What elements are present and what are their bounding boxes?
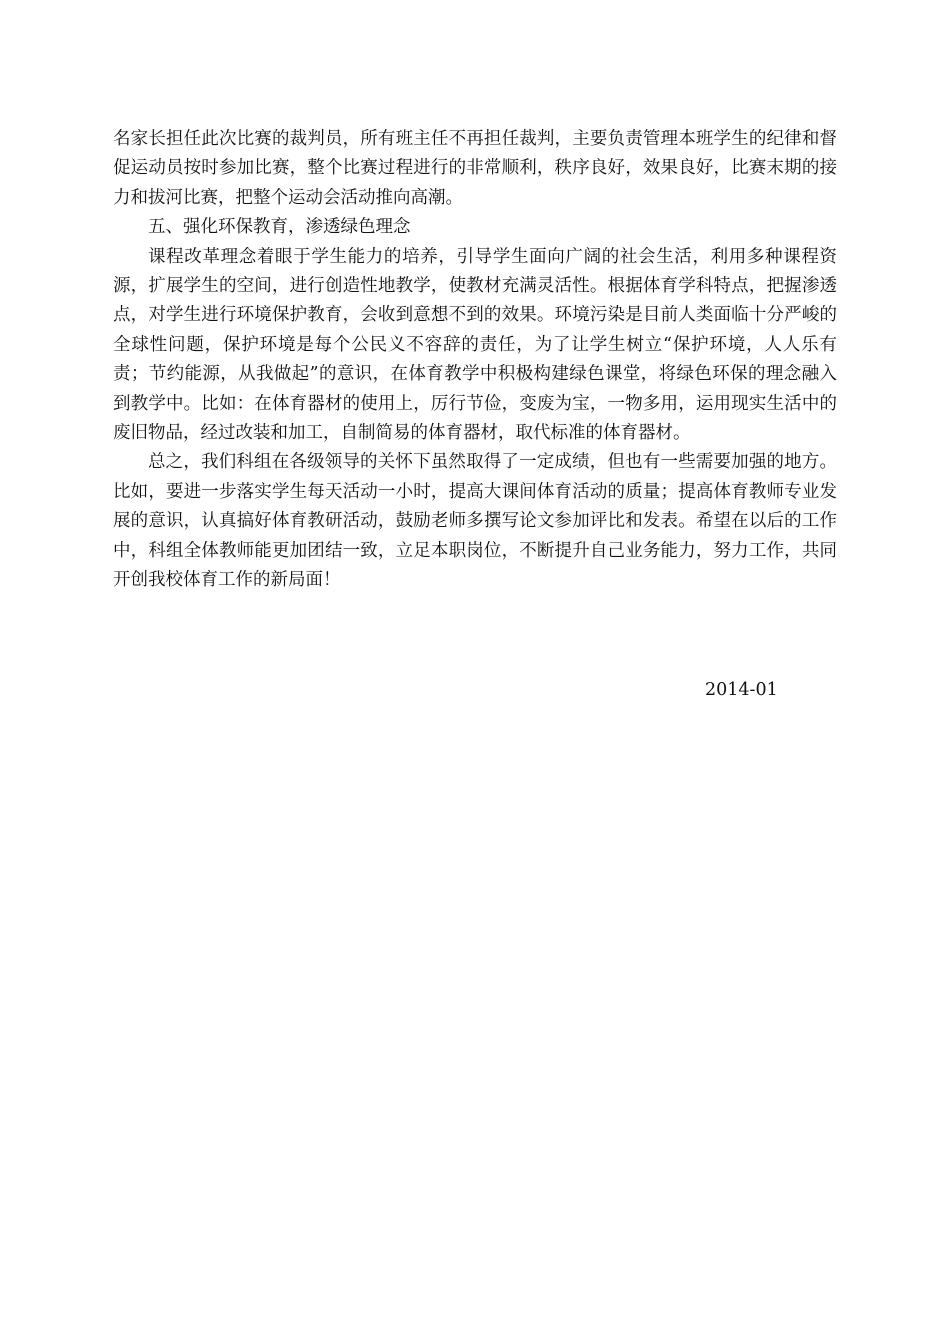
- document-date: 2014-01: [705, 680, 778, 700]
- document-body: [113, 125, 837, 596]
- paragraph-summary: 总之，我们科组在各级领导的关怀下虽然取得了一定成绩，但也有一些需要加强的地方。比如，要进一步落实学生每天活动一小时，提高大课间体育活动的质量；提高体育教师专业发展的意识，认真搞好体育教研活动，鼓励老师多撰写论文参加评比和发表。希望在以后的工作中，科组全体教师能更加团结一致，立足本职岗位，不断提升自己业务能力，努力工作，共同开创我校体育工作的新局面！: [113, 452, 837, 591]
- paragraph-environment: 课程改革理念着眼于学生能力的培养，引导学生面向广阔的社会生活，利用多种课程资源，扩展学生的空间，进行创造性地教学，使教材充满灵活性。根据体育学科特点，把握渗透点，对学生进行环境保护教育，会收到意想不到的效果。环境污染是目前人类面临十分严峻的全球性问题，保护环境是每个公民义不容辞的责任，为了让学生树立“保护环境，人人乐有责；节约能源，从我做起”的意识，在体育教学中积极构建绿色课堂，将绿色环保的理念融入到教学中。比如：在体育器材的使用上，厉行节俭，变废为宝，一物多用，运用现实生活中的废旧物品，经过改装和加工，自制简易的体育器材，取代标准的体育器材。: [113, 246, 837, 444]
- paragraph-continuation: 名家长担任此次比赛的裁判员，所有班主任不再担任裁判，主要负责管理本班学生的纪律和督促运动员按时参加比赛，整个比赛过程进行的非常顺利，秩序良好，效果良好，比赛末期的接力和拔河比赛，把整个运动会活动推向高潮。: [113, 129, 837, 208]
- section-heading-five: 五、强化环保教育，渗透绿色理念: [148, 217, 411, 238]
